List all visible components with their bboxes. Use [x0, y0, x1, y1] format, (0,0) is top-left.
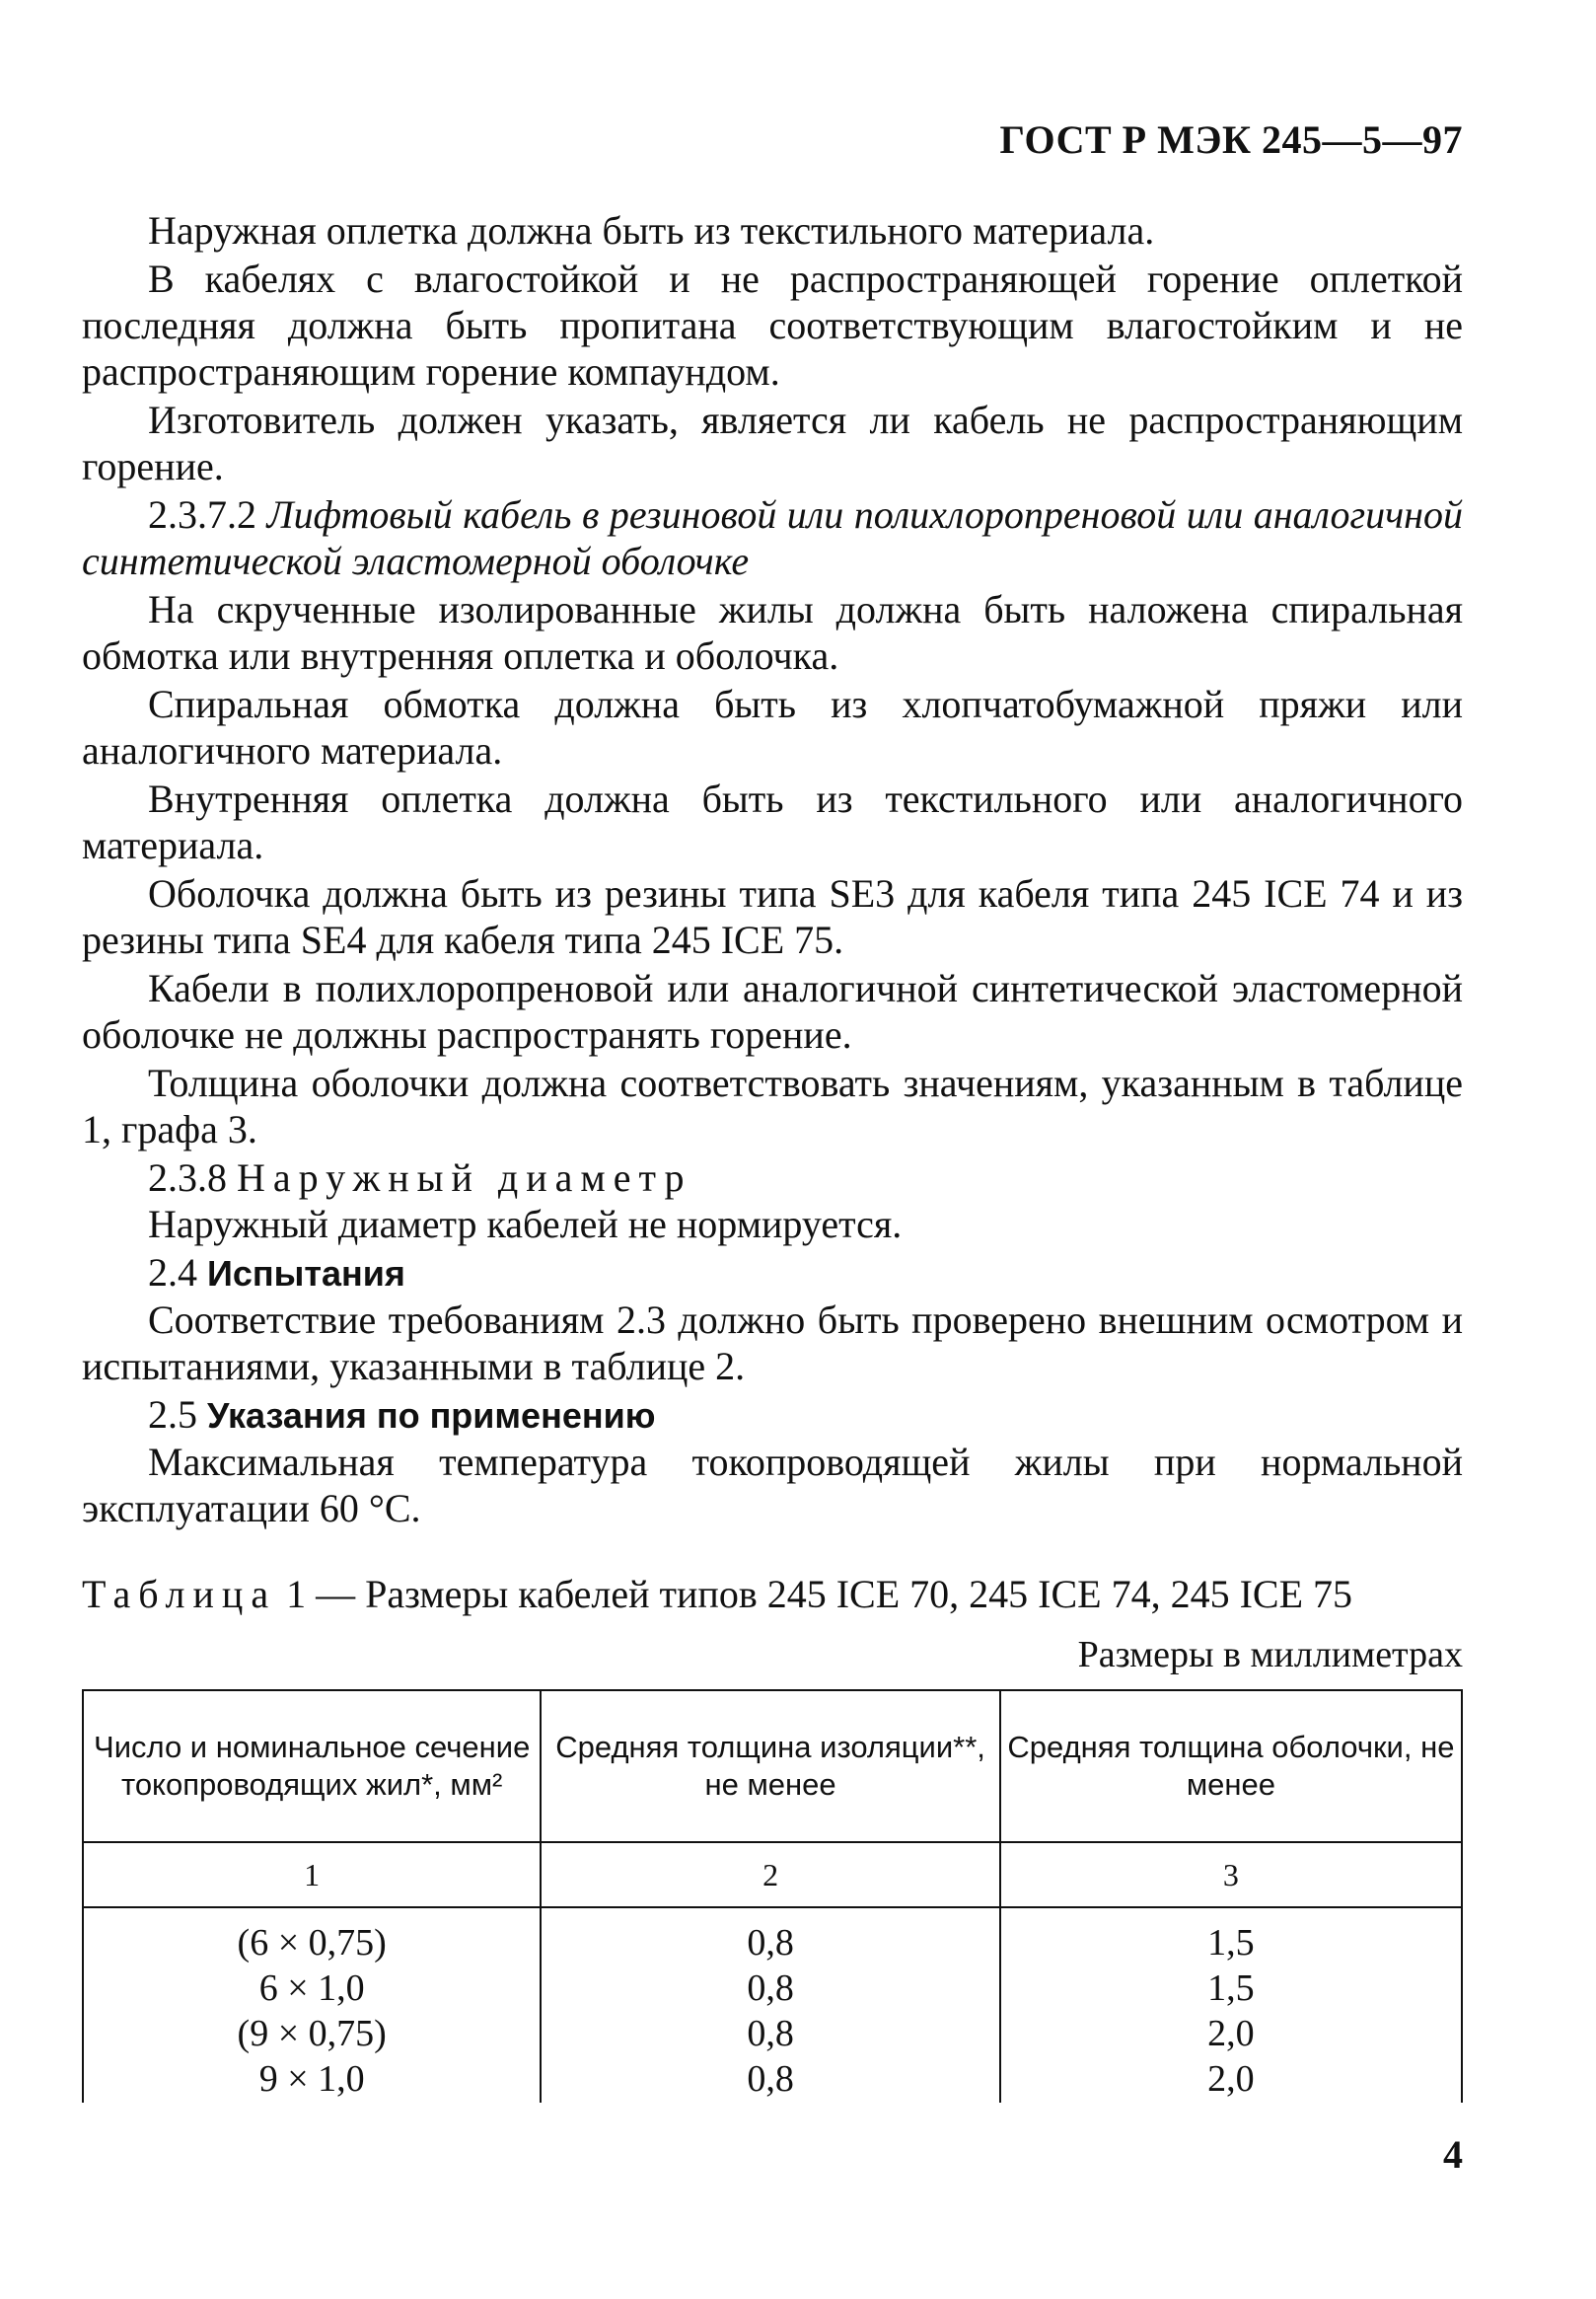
table-cell: 0,8: [747, 2013, 794, 2054]
paragraph: В кабелях с влагостойкой и не распространяющей горение оплеткой последняя должна быть пропитана соответствующим влагостойким и не распространяющим горение компаундом.: [82, 257, 1463, 394]
section-238-heading: [82, 1154, 1463, 1201]
paragraph: Спиральная обмотка должна быть из хлопчатобумажной пряжи или аналогичного материала.: [82, 682, 1463, 773]
column-number: 2: [541, 1842, 999, 1907]
table-cell: 2,0: [1207, 2058, 1255, 2100]
table-cell: (9 × 0,75): [237, 2013, 387, 2054]
paragraph: Наружный диаметр кабелей не нормируется.: [148, 1202, 903, 1246]
table-cell: 9 × 1,0: [258, 2058, 365, 2100]
table-cell: 6 × 1,0: [258, 1967, 365, 2009]
table-caption: [82, 1571, 1463, 1617]
column-header: Средняя толщина оболочки, не менее: [1000, 1690, 1462, 1842]
section-25-heading: [82, 1391, 1463, 1439]
document-header: ГОСТ Р МЭК 245—5—97: [999, 117, 1463, 162]
table-cell: 0,8: [747, 2058, 794, 2100]
section-number: 2.5: [148, 1392, 197, 1437]
document-body: [82, 207, 1463, 1533]
table-header-row: [83, 1690, 1462, 1842]
paragraph: Оболочка должна быть из резины типа SE3 для кабеля типа 245 ICE 74 и из резины типа SE4 для кабеля типа 245 ICE 75.: [82, 871, 1463, 962]
section-title: Наружный диаметр: [237, 1155, 692, 1200]
table-cell: 1,5: [1207, 1922, 1255, 1964]
table-cell-sheath: [1000, 1907, 1462, 2103]
section-number: 2.3.8: [148, 1155, 227, 1200]
column-number-row: [83, 1842, 1462, 1907]
section-number: 2.3.7.2: [148, 492, 256, 537]
table-cell: (6 × 0,75): [237, 1922, 387, 1964]
paragraph: На скрученные изолированные жилы должна быть наложена спиральная обмотка или внутренняя оплетка и оболочка.: [82, 587, 1463, 678]
table-cell: 0,8: [747, 1922, 794, 1964]
column-header: Число и номинальное сечение токопроводящих жил*, мм²: [83, 1690, 541, 1842]
paragraph: Соответствие требованиям 2.3 должно быть проверено внешним осмотром и испытаниями, указанными в таблице 2.: [82, 1298, 1463, 1388]
page-number: 4: [1443, 2132, 1463, 2177]
table-caption-text: 1 — Размеры кабелей типов 245 ICE 70, 245 ICE 74, 245 ICE 75: [286, 1572, 1353, 1616]
section-2372-heading: [82, 491, 1463, 584]
table-body-row: [83, 1907, 1462, 2103]
table-cell-cores: [83, 1907, 541, 2103]
table-cell: 1,5: [1207, 1967, 1255, 2009]
section-title: Лифтовый кабель в резиновой или полихлоропреновой или аналогичной синтетической эластомерной оболочке: [82, 492, 1463, 583]
column-number: 1: [83, 1842, 541, 1907]
paragraph: Наружная оплетка должна быть из текстильного материала.: [148, 208, 1155, 253]
column-number: 3: [1000, 1842, 1462, 1907]
table-cell: 2,0: [1207, 2013, 1255, 2054]
table-cell-insulation: [541, 1907, 999, 2103]
section-24-heading: [82, 1249, 1463, 1297]
table-caption-label: Таблица: [82, 1572, 277, 1616]
paragraph: Внутренняя оплетка должна быть из текстильного или аналогичного материала.: [82, 777, 1463, 867]
table-units: Размеры в миллиметрах: [1077, 1634, 1463, 1675]
paragraph: Кабели в полихлоропреновой или аналогичной синтетической эластомерной оболочке не должны распространять горение.: [82, 966, 1463, 1057]
paragraph: Изготовитель должен указать, является ли кабель не распространяющим горение.: [82, 398, 1463, 488]
paragraph: Толщина оболочки должна соответствовать значениям, указанным в таблице 1, графа 3.: [82, 1061, 1463, 1151]
paragraph: Максимальная температура токопроводящей жилы при нормальной эксплуатации 60 °С.: [82, 1440, 1463, 1530]
column-header: Средняя толщина изоляции**, не менее: [541, 1690, 999, 1842]
table-cell: 0,8: [747, 1967, 794, 2009]
section-number: 2.4: [148, 1250, 197, 1295]
section-title: Испытания: [207, 1253, 405, 1294]
data-table: [82, 1689, 1463, 2103]
section-title: Указания по применению: [207, 1395, 656, 1436]
